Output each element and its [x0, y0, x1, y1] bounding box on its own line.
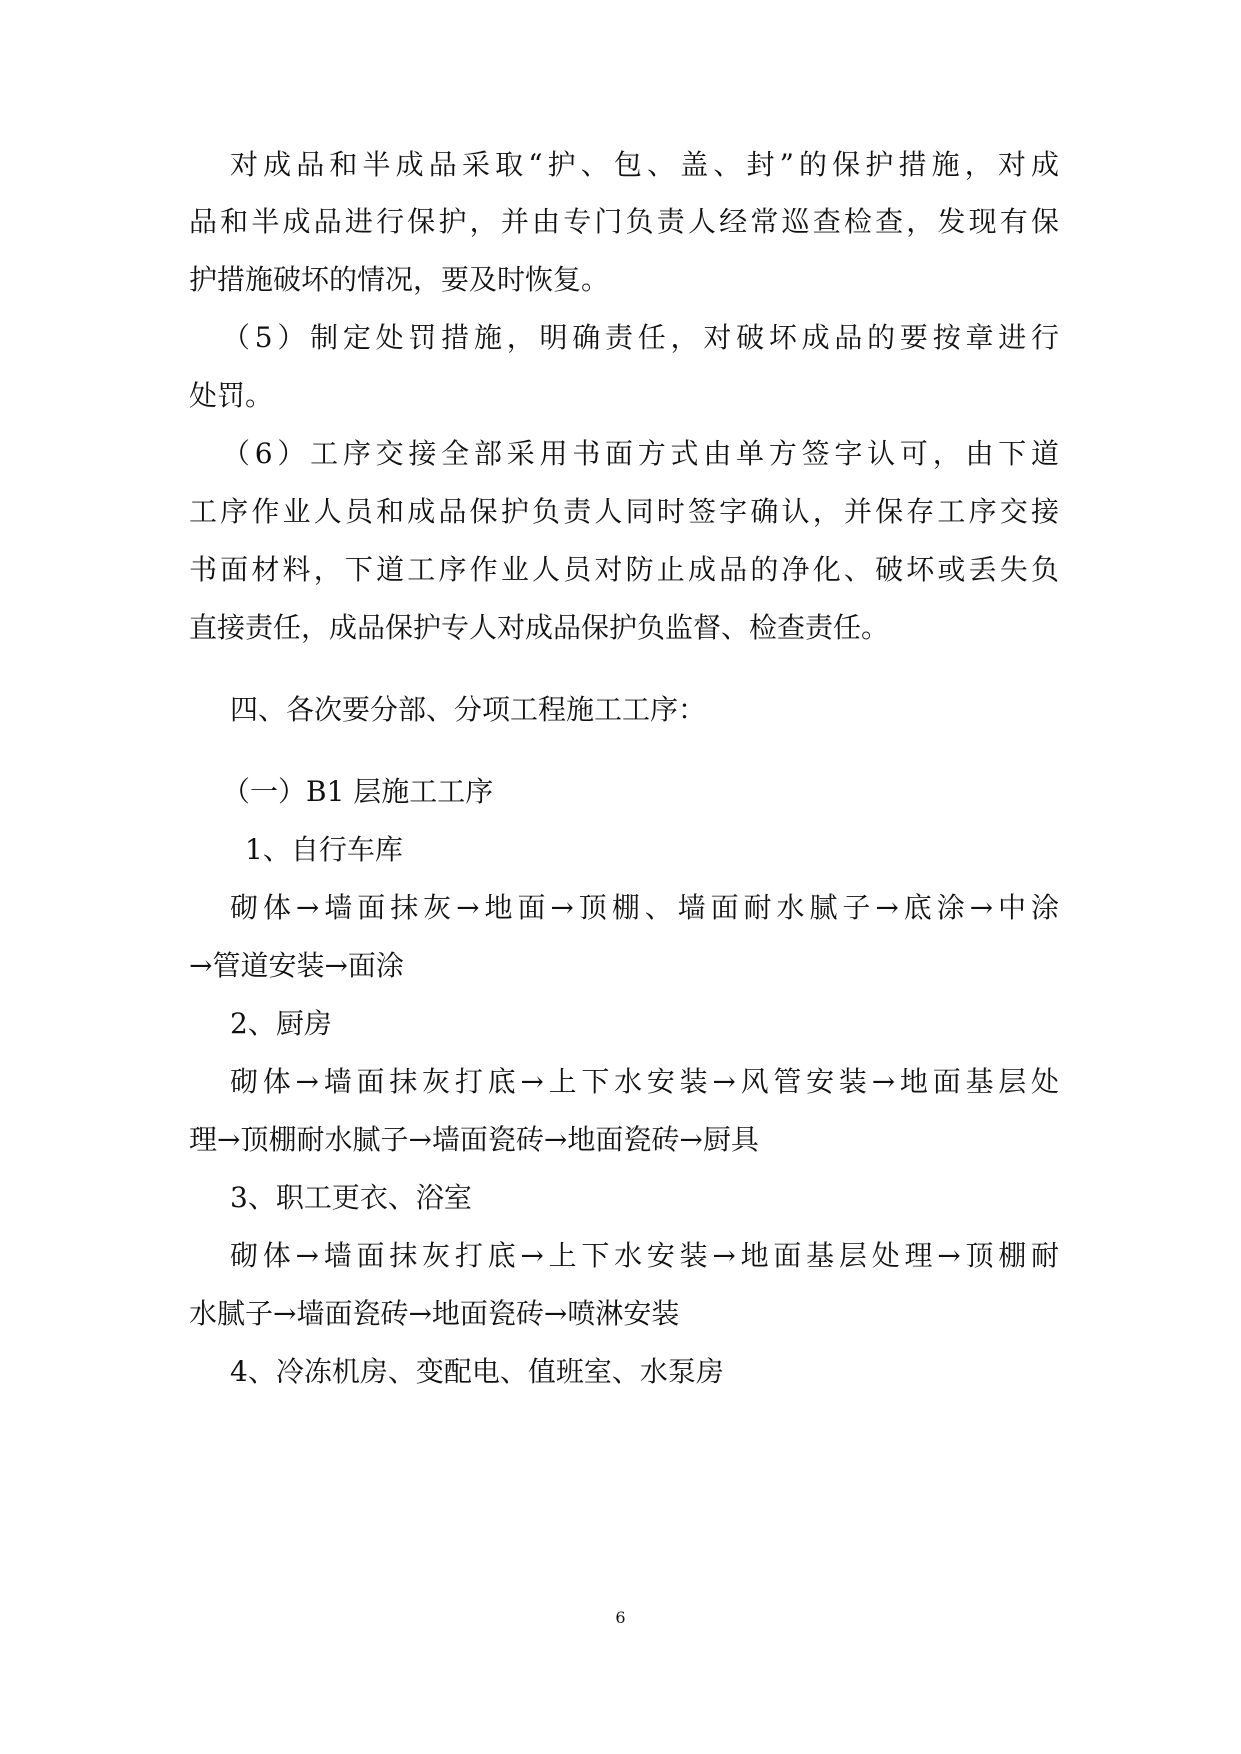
- page-number: 6: [615, 1608, 626, 1627]
- paragraph-line: 砌体→墙面抹灰→地面→顶棚、墙面耐水腻子→底涂→中涂: [230, 891, 1059, 924]
- paragraph-line: 处罚。: [189, 379, 274, 412]
- paragraph-line: （5）制定处罚措施，明确责任，对破坏成品的要按章进行: [222, 321, 1059, 354]
- paragraph-line: 水腻子→墙面瓷砖→地面瓷砖→喷淋安装: [189, 1297, 680, 1330]
- item-heading: 2、厨房: [230, 1007, 332, 1040]
- item-heading: 3、职工更衣、浴室: [230, 1181, 472, 1214]
- paragraph-line: 砌体→墙面抹灰打底→上下水安装→风管安装→地面基层处: [230, 1065, 1059, 1098]
- paragraph-line: 书面材料，下道工序作业人员对防止成品的净化、破坏或丢失负: [189, 553, 1059, 586]
- paragraph-line: 品和半成品进行保护，并由专门负责人经常巡查检查，发现有保: [189, 205, 1059, 238]
- subsection-heading: （一）B1 层施工工序: [222, 775, 494, 808]
- paragraph-line: 对成品和半成品采取“护、包、盖、封”的保护措施，对成: [230, 148, 1059, 181]
- item-heading: 1、自行车库: [245, 833, 403, 866]
- item-heading: 4、冷冻机房、变配电、值班室、水泵房: [230, 1355, 724, 1388]
- paragraph-line: （6）工序交接全部采用书面方式由单方签字认可，由下道: [222, 437, 1059, 470]
- paragraph-line: 直接责任，成品保护专人对成品保护负监督、检查责任。: [189, 611, 890, 644]
- paragraph-line: 护措施破坏的情况，要及时恢复。: [189, 263, 610, 296]
- paragraph-line: →管道安装→面涂: [189, 949, 404, 982]
- paragraph-line: 砌体→墙面抹灰打底→上下水安装→地面基层处理→顶棚耐: [230, 1239, 1059, 1272]
- section-heading: 四、各次要分部、分项工程施工工序：: [230, 693, 707, 726]
- paragraph-line: 工序作业人员和成品保护负责人同时签字确认，并保存工序交接: [189, 495, 1059, 528]
- paragraph-line: 理→顶棚耐水腻子→墙面瓷砖→地面瓷砖→厨具: [189, 1123, 759, 1156]
